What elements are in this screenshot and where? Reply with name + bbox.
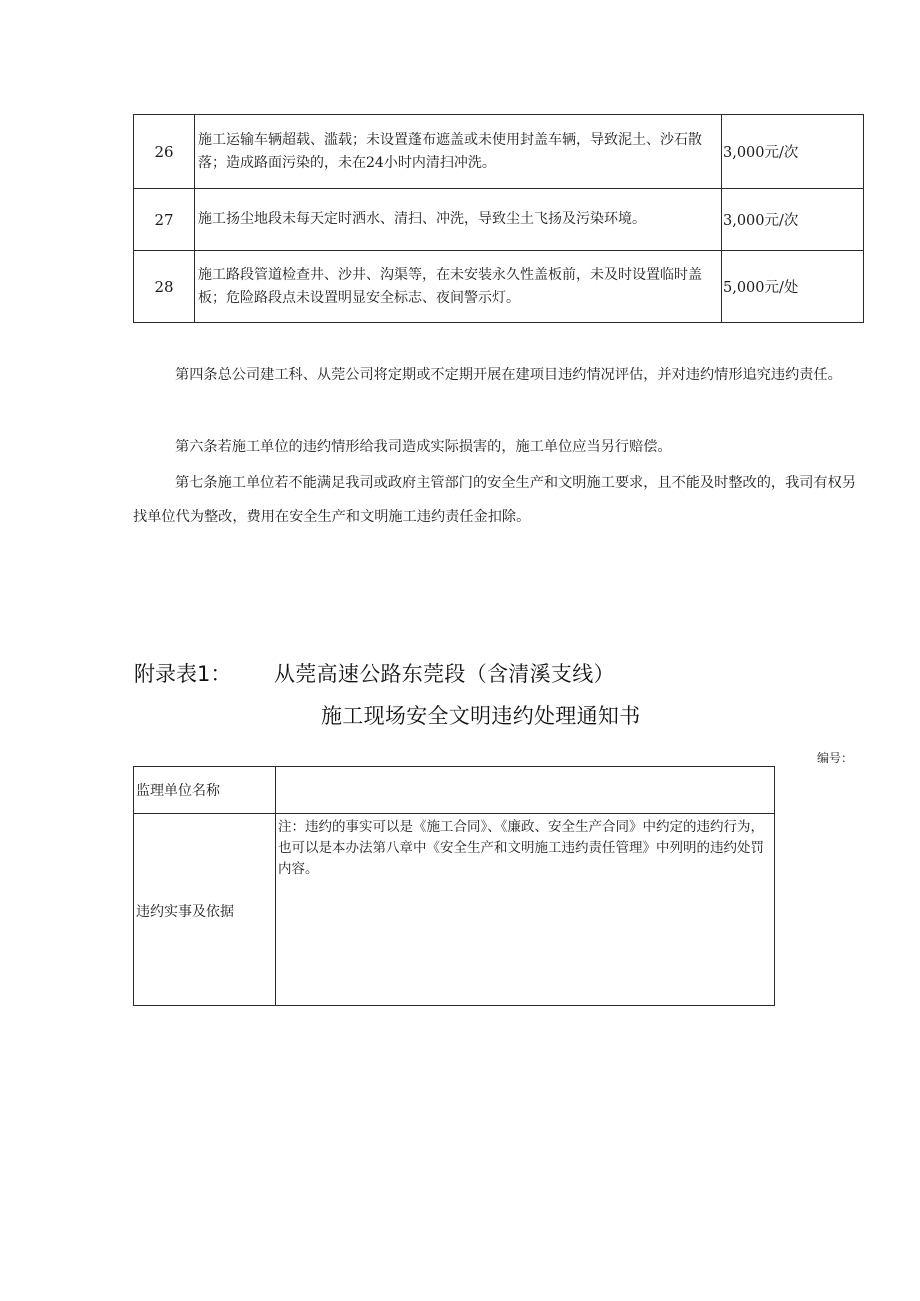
- row-number: 26: [134, 115, 195, 189]
- facts-field[interactable]: 注：违约的事实可以是《施工合同》、《廉政、安全生产合同》中约定的违约行为，也可以是本办法第八章中《安全生产和文明施工违约责任管理》中列明的违约处罚内容。: [276, 814, 775, 1006]
- penalty-table: [133, 114, 864, 323]
- supervisor-field[interactable]: [276, 767, 775, 814]
- row-description: 施工路段管道检查井、沙井、沟渠等，在未安装永久性盖板前，未及时设置临时盖板；危险路段点未设置明显安全标志、夜间警示灯。: [195, 251, 722, 323]
- appendix-title-line2: 施工现场安全文明违约处理通知书: [321, 704, 641, 728]
- row-amount: 3,000元/次: [722, 189, 864, 251]
- form-row-facts: [134, 814, 775, 1006]
- table-row: [134, 189, 864, 251]
- row-description: 施工运输车辆超载、滥载；未设置蓬布遮盖或未使用封盖车辆，导致泥土、沙石散落；造成路面污染的，未在24小时内清扫冲洗。: [195, 115, 722, 189]
- row-number: 27: [134, 189, 195, 251]
- appendix-label: 附录表1：: [134, 662, 232, 686]
- notice-form: [133, 766, 775, 1006]
- table-row: [134, 115, 864, 189]
- row-number: 28: [134, 251, 195, 323]
- table-row: [134, 251, 864, 323]
- supervisor-label: 监理单位名称: [134, 767, 276, 814]
- serial-number-label: 编号：: [817, 751, 854, 765]
- form-row-supervisor: [134, 767, 775, 814]
- clause-article-7: 第七条施工单位若不能满足我司或政府主管部门的安全生产和文明施工要求，且不能及时整改的，我司有权另找单位代为整改，费用在安全生产和文明施工违约责任金扣除。: [133, 475, 857, 525]
- row-amount: 5,000元/处: [722, 251, 864, 323]
- row-description: 施工扬尘地段未每天定时洒水、清扫、冲洗，导致尘土飞扬及污染环境。: [195, 189, 722, 251]
- appendix-title-line1: 从莞高速公路东莞段（含清溪支线）: [274, 662, 615, 686]
- facts-label: 违约实事及依据: [134, 814, 276, 1006]
- clause-article-4: 第四条总公司建工科、从莞公司将定期或不定期开展在建项目违约情况评估，并对违约情形追究违约责任。: [175, 367, 842, 383]
- clause-article-6: 第六条若施工单位的违约情形给我司造成实际损害的，施工单位应当另行赔偿。: [175, 439, 672, 455]
- row-amount: 3,000元/次: [722, 115, 864, 189]
